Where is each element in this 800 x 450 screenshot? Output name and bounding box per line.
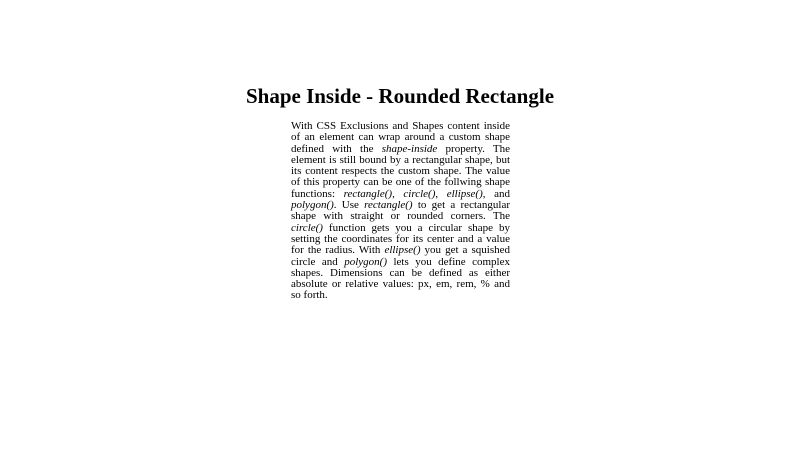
text-run: , and (482, 187, 510, 200)
code-term-polygon: polygon() (344, 255, 387, 268)
code-term-rectangle: rectangle() (364, 199, 413, 212)
text-run: you get a squished circle and (291, 244, 510, 268)
shape-inside-content (291, 121, 510, 302)
text-run: property. The element is still bound by a rectangular shape, but its content respects the custom shape. The value of this property can be one of the follwing shape functions: (291, 142, 510, 200)
text-run: function gets you a circular shape by setting the coordinates for its center and a value for the radius. With (291, 221, 510, 257)
text-run: , (392, 187, 404, 200)
code-term-circle: circle() (403, 187, 436, 200)
text-run: lets you define complex shapes. Dimensions can be defined as either absolute or relative values: px, em, rem, % and so forth. (291, 255, 510, 302)
text-run: to get a rectangular shape with straight or rounded corners. The (291, 199, 510, 223)
code-term-rectangle: rectangle() (343, 187, 393, 200)
code-term-ellipse: ellipse() (446, 187, 483, 200)
text-run: . Use (333, 199, 365, 212)
code-term-polygon: polygon() (291, 199, 334, 212)
page-title: Shape Inside - Rounded Rectangle (245, 84, 555, 108)
code-term-ellipse: ellipse() (384, 244, 421, 257)
text-run: , (435, 187, 447, 200)
code-term-circle: circle() (291, 221, 323, 234)
text-run: With CSS Exclusions and Shapes content inside of an element can wrap around a custom shape defined with the (291, 120, 510, 155)
code-term-shape-inside: shape-inside (381, 142, 438, 155)
